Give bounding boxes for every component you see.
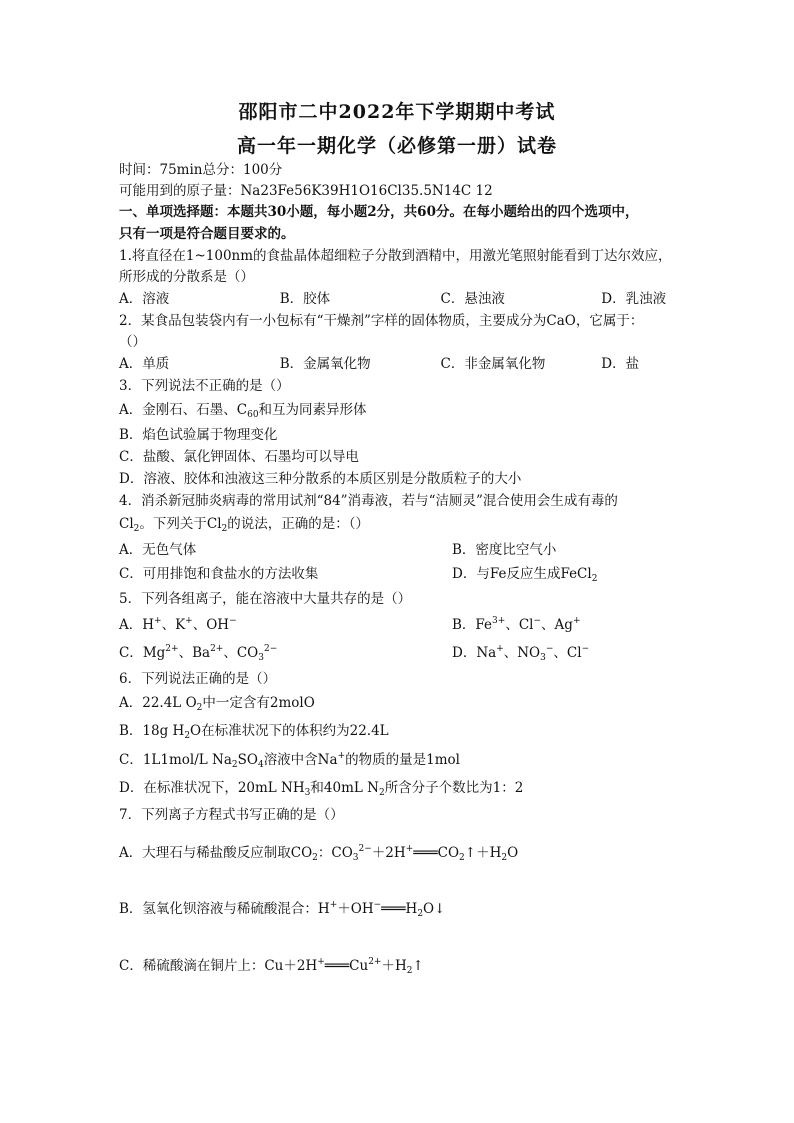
q4-options-cd (119, 564, 689, 584)
q5-option-a[interactable]: A．H+、K+、OH− (119, 616, 237, 633)
section-heading: 一、单项选择题：本题共30小题，每小题2分，共60分。在每小题给出的四个选项中， (119, 204, 639, 220)
q6-option-b[interactable]: B．18g $H_2O$在标准状况下的体积约为22.4L (119, 723, 389, 741)
q4-stem: 4．消杀新冠肺炎病毒的常用试剂“84”消毒液，若与“洁厕灵”混合使用会生成有毒的 (119, 493, 618, 509)
q2-options (119, 354, 689, 374)
q7-option-b[interactable]: B．氢氧化钡溶液与稀硫酸混合：$H^++OH^-═══H_2O↓$ (119, 900, 446, 919)
section-heading-cont: 只有一项是符合题目要求的。 (119, 226, 295, 242)
q1-option-b[interactable]: B．胶体 (279, 291, 331, 307)
q3-option-a[interactable]: A．金刚石、石墨、$C_{60}$和互为同素异形体 (119, 402, 367, 420)
q1-options (119, 289, 689, 309)
q3-stem: 3．下列说法不正确的是（） (119, 378, 290, 394)
time-info: 时间：75min总分：100分 (119, 162, 283, 178)
q5-option-c[interactable]: C．$Mg^{2+}$、$Ba^{2+}$、$CO_3^{2-}$ (119, 644, 278, 663)
q6-stem: 6．下列说法正确的是（） (119, 671, 277, 687)
q1-stem-cont: 所形成的分散系是（） (119, 269, 254, 285)
exam-subtitle: 高一年一期化学（必修第一册）试卷 (236, 135, 557, 157)
q2-option-c[interactable]: C．非金属氧化物 (440, 356, 546, 372)
q4-option-b[interactable]: B．密度比空气小 (452, 542, 557, 558)
atomic-mass-info: 可能用到的原子量：Na23Fe56K39H1O16Cl35.5N14C 12 (119, 183, 493, 199)
q4-option-d[interactable]: D．与Fe反应生成FeCl$_2$ (452, 566, 598, 584)
q4-stem-cont: $Cl_2$。下列关于$Cl_2$的说法，正确的是：（） (119, 516, 370, 534)
q1-option-c[interactable]: C．悬浊液 (440, 291, 505, 307)
q2-option-a[interactable]: A．单质 (119, 356, 170, 372)
q3-option-b[interactable]: B．焰色试验属于物理变化 (119, 427, 278, 443)
q1-stem: 1.将直径在1~100nm的食盐晶体超细粒子分散到酒精中，用激光笔照射能看到丁达尔效应， (119, 248, 672, 264)
q3-option-d[interactable]: D．溶液、胶体和浊液这三种分散系的本质区别是分散质粒子的大小 (119, 471, 522, 487)
exam-title: 邵阳市二中2022年下学期期中考试 (238, 101, 556, 123)
q6-option-d[interactable]: D．在标准状况下，20mL $NH_3$和40mL $N_2$所含分子个数比为1：2 (119, 780, 524, 798)
q6-option-c[interactable]: C．1L1mol/L $Na_2SO_4$溶液中含Na+的物质的量是1mol (119, 751, 460, 770)
q2-stem-cont: （） (119, 334, 146, 350)
q4-options-ab (119, 540, 689, 560)
q4-option-c[interactable]: C．可用排饱和食盐水的方法收集 (119, 566, 319, 582)
q3-option-c[interactable]: C．盐酸、氯化钾固体、石墨均可以导电 (119, 449, 359, 465)
q7-stem: 7．下列离子方程式书写正确的是（） (119, 807, 344, 823)
q1-option-d[interactable]: D．乳浊液 (601, 291, 667, 307)
q7-option-a[interactable]: A．大理石与稀盐酸反应制取$CO_2$：$CO_3^{2-}+2H^+═══CO_2↑+H_2O$ (119, 844, 519, 863)
q5-options-cd (119, 643, 689, 663)
q6-option-a[interactable]: A．22.4L $O_2$中一定含有2molO (119, 695, 315, 713)
q5-option-b[interactable]: B．$Fe^{3+}$、Cl−、Ag+ (452, 616, 581, 633)
q7-option-c[interactable]: C．稀硫酸滴在铜片上：$Cu+2H^+═══Cu^{2+}+H_2↑$ (119, 957, 424, 976)
q2-option-d[interactable]: D．盐 (601, 356, 640, 372)
q5-stem: 5．下列各组离子，能在溶液中大量共存的是（） (119, 591, 412, 607)
q1-option-a[interactable]: A．溶液 (119, 291, 170, 307)
q2-option-b[interactable]: B．金属氧化物 (279, 356, 371, 372)
q5-options-ab (119, 615, 689, 635)
q5-option-d[interactable]: D．Na+、$NO_3^-$、Cl− (452, 644, 590, 663)
q2-stem: 2．某食品包装袋内有一小包标有“干燥剂”字样的固体物质，主要成分为CaO，它属于： (119, 313, 644, 329)
q4-option-a[interactable]: A．无色气体 (119, 542, 197, 558)
